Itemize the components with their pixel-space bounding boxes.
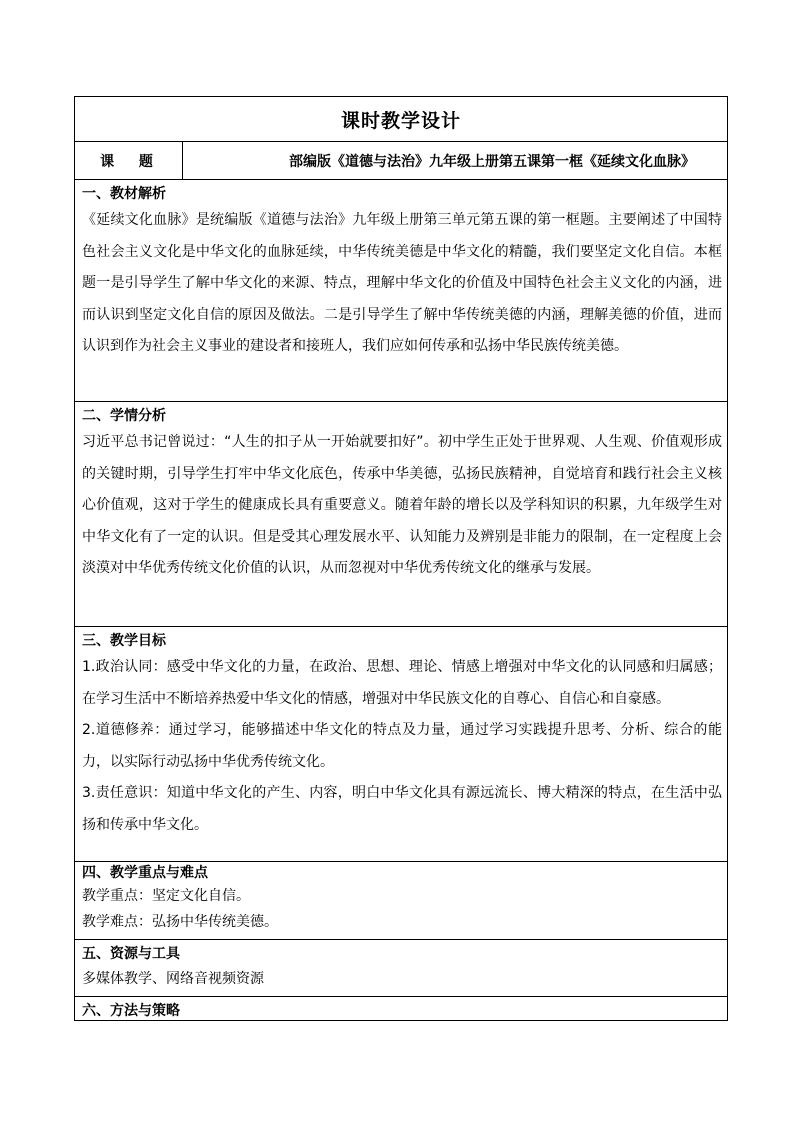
section-learner-analysis <box>75 402 727 627</box>
teaching-focus: 教学重点：坚定文化自信。 <box>82 888 250 904</box>
section-heading: 三、教学目标 <box>82 633 166 649</box>
subject-row <box>75 142 727 180</box>
section-text: 习近平总书记曾说过：“人生的扣子从一开始就要扣好”。初中学生正处于世界观、人生观、价值观形成的关键时期，引导学生打牢中华文化底色，传承中华美德，弘扬民族精神，自觉培育和践行社会主义核心价值观，这对于学生的健康成长具有重要意义。随着年龄的增长以及学科知识的积累，九年级学生对中华文化有了一定的认识。但是受其心理发展水平、认知能力及辨别是非能力的限制，在一定程度上会淡漠对中华优秀传统文化价值的认识，从而忽视对中华优秀传统文化的继承与发展。 <box>82 434 722 576</box>
section-heading: 四、教学重点与难点 <box>82 865 208 881</box>
section-heading: 六、方法与策略 <box>82 1003 180 1019</box>
section-text: 多媒体教学、网络音视频资源 <box>82 971 264 987</box>
subject-label: 课 题 <box>75 142 183 179</box>
goal-item: 3.责任意识：知道中华文化的产生、内容，明白中华文化具有源远流长、博大精深的特点，在生活中弘扬和传承中华文化。 <box>82 785 722 833</box>
section-resources <box>75 940 727 997</box>
section-text: 《延续文化血脉》是统编版《道德与法治》九年级上册第三单元第五课的第一框题。主要阐述了中国特色社会主义文化是中华文化的血脉延续，中华传统美德是中华文化的精髓，我们要坚定文化自信。本框题一是引导学生了解中华文化的来源、特点，理解中华文化的价值及中国特色社会主义文化的内涵，进而认识到坚定文化自信的原因及做法。二是引导学生了解中华传统美德的内涵，理解美德的价值，进而认识到作为社会主义事业的建设者和接班人，我们应如何传承和弘扬中华民族传统美德。 <box>82 212 722 354</box>
document-title: 课时教学设计 <box>75 97 727 142</box>
section-heading: 五、资源与工具 <box>82 946 180 962</box>
section-key-points <box>75 862 727 940</box>
goal-item: 2.道德修养：通过学习，能够描述中华文化的特点及力量，通过学习实践提升思考、分析、综合的能力，以实际行动弘扬中华优秀传统文化。 <box>82 722 722 770</box>
section-heading: 一、教材解析 <box>82 186 166 202</box>
section-material-analysis <box>75 180 727 402</box>
lesson-plan-table <box>74 96 728 1021</box>
section-methods <box>75 997 727 1020</box>
section-heading: 二、学情分析 <box>82 408 166 424</box>
section-teaching-goals <box>75 627 727 862</box>
teaching-difficulty: 教学难点：弘扬中华传统美德。 <box>82 914 278 930</box>
subject-value: 部编版《道德与法治》九年级上册第五课第一框《延续文化血脉》 <box>289 153 695 170</box>
goal-item: 1.政治认同：感受中华文化的力量，在政治、思想、理论、情感上增强对中华文化的认同感和归属感；在学习生活中不断培养热爱中华文化的情感，增强对中华民族文化的自尊心、自信心和自豪感。 <box>82 659 722 707</box>
